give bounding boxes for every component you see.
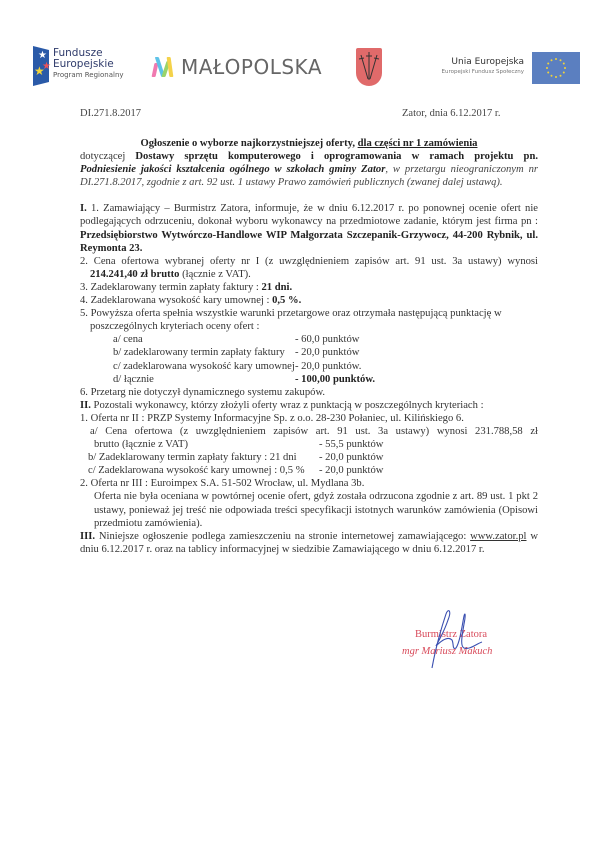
offer2-penalty-score: c/ Zadeklarowana wysokość kary umownej : 0,5 % - 20,0 punktów <box>88 465 384 477</box>
star-icon: ★ <box>34 64 45 78</box>
eu-star <box>563 63 565 65</box>
eu-star <box>546 67 548 69</box>
eu-star <box>547 72 549 74</box>
eu-star <box>560 59 562 61</box>
section1-item3: 3. Zadeklarowany termin zapłaty faktury : 21 dni. <box>80 281 293 293</box>
coat-of-arms-icon <box>356 48 382 86</box>
offer2-price-score: brutto (łącznie z VAT) - 55,5 punktów <box>94 439 384 451</box>
eu-star <box>564 67 566 69</box>
intro-line1: dotyczącej Dostawy sprzętu komputerowego i oprogramowania w ramach projektu pn. <box>80 151 538 163</box>
section2-intro: II. Pozostali wykonawcy, którzy złożyli oferty wraz z punktacją w poszczególnych kryteriach : <box>80 399 484 411</box>
eu-star <box>563 72 565 74</box>
signature-name: mgr Mariusz Makuch <box>402 646 493 657</box>
fundusze-europejskie-logo <box>33 46 153 86</box>
score-row: c/ zadeklarowana wysokość kary umownej - 20,0 punktów. <box>113 360 362 372</box>
malopolska-logo <box>153 54 322 80</box>
eu-star <box>551 75 553 77</box>
score-row: a/ cena - 60,0 punktów <box>113 334 360 346</box>
reference-number: DI.271.8.2017 <box>80 108 141 119</box>
section1-item4: 4. Zadeklarowana wysokość kary umownej : 0,5 %. <box>80 295 302 307</box>
eu-star <box>560 75 562 77</box>
offer3-text: Oferta nie była oceniana w powtórnej ocenie ofert, gdyż została odrzucona zgodnie z art. 89 ust. 1 pkt 2 ustawy, ponieważ jej treść nie odpowiada treści specyfikacji istotnych warunków zamówienia (Opisowi przedmiotu zamówienia). <box>94 491 538 529</box>
offer3-title: 2. Oferta nr III : Euroimpex S.A. 51-502 Wrocław, ul. Mydlana 3b. <box>80 478 365 490</box>
document-body <box>80 137 538 556</box>
eu-logo <box>420 50 580 86</box>
eu-star <box>551 59 553 61</box>
eu-line2: Europejski Fundusz Społeczny <box>441 69 524 75</box>
offer2-term-score: b/ Zadeklarowany termin zapłaty faktury : 21 dni - 20,0 punktów <box>88 452 384 464</box>
eu-star <box>547 63 549 65</box>
zator-website-link[interactable]: www.zator.pl <box>470 530 527 542</box>
title-underlined: dla części nr 1 zamówienia <box>357 138 478 149</box>
star-icon: ★ <box>38 50 47 61</box>
offer2-price: a/ Cena ofertowa (z uwzględnieniem zapisów art. 91 ust. 3a ustawy) wynosi 231.788,58 zł <box>90 425 538 437</box>
place-date: Zator, dnia 6.12.2017 r. <box>402 108 501 119</box>
section1-item1: I. 1. Zamawiający – Burmistrz Zatora, informuje, że w dniu 6.12.2017 r. po ponownej ocenie ofert nie podlegających odrzuceniu, dokonał wyboru wykonawcy na przedmiotowe zadanie, którym jest firma pn : Przedsiębiorstwo Wytwórczo-Handlowe WIP Małgorzata Szczepanik-Grzywocz, 44-200 Rybnik, ul. Reymonta 23. <box>80 203 538 254</box>
header-logos <box>0 40 603 100</box>
score-row: b/ zadeklarowany termin zapłaty faktury - 20,0 punktów <box>113 347 360 359</box>
section1-item5: 5. Powyższa oferta spełnia wszystkie warunki przetargowe oraz otrzymała następującą punktację w poszczególnych kryteriach oceny ofert : <box>80 308 502 333</box>
intro-paragraph: Podniesienie jakości kształcenia ogólnego w szkołach gminy Zator, w przetargu nieograniczonym nr DI.271.8.2017, zgodnie z art. 92 ust. 1 ustawy Prawo zamówień publicznych (zwanej dalej ustawą). <box>80 164 538 189</box>
star-icon: ★ <box>42 61 51 72</box>
eu-line1: Unia Europejska <box>451 57 524 67</box>
document-title: Ogłoszenie o wyborze najkorzystniejszej oferty, dla części nr 1 zamówienia <box>140 138 478 149</box>
signature-title: Burmistrz Zatora <box>415 629 488 640</box>
eu-star <box>555 58 557 60</box>
eu-star <box>555 76 557 78</box>
fe-line1: Fundusze <box>53 47 103 59</box>
eu-flag-icon <box>532 52 580 84</box>
fe-line2: Europejskie <box>53 58 114 70</box>
section1-item2-price: 214.241,40 zł brutto (łącznie z VAT). <box>90 268 251 280</box>
fe-line3: Program Regionalny <box>53 71 124 79</box>
score-row-total: d/ łącznie - 100,00 punktów. <box>113 373 376 385</box>
handwritten-signature-icon <box>402 606 542 676</box>
section1-item6: 6. Przetarg nie dotyczył dynamicznego systemu zakupów. <box>80 386 326 398</box>
offer2-title: 1. Oferta nr II : PRZP Systemy Informacyjne Sp. z o.o. 28-230 Połaniec, ul. Kilińskiego 6. <box>80 412 464 424</box>
malopolska-m-icon <box>153 57 173 77</box>
signature-stamp <box>402 606 542 676</box>
section1-item2: 2. Cena ofertowa wybranej oferty nr I (z uwzględnieniem zapisów art. 91 ust. 3a ustawy) wynosi <box>80 255 538 267</box>
malopolska-text: MAŁOPOLSKA <box>181 55 323 79</box>
section3: III. Niniejsze ogłoszenie podlega zamieszczeniu na stronie internetowej zamawiającego: www.zator.pl w dniu 6.12.2017 r. oraz na tablicy informacyjnej w siedzibie Zamawiającego w dniu 6.12.2017 r. <box>80 530 538 555</box>
